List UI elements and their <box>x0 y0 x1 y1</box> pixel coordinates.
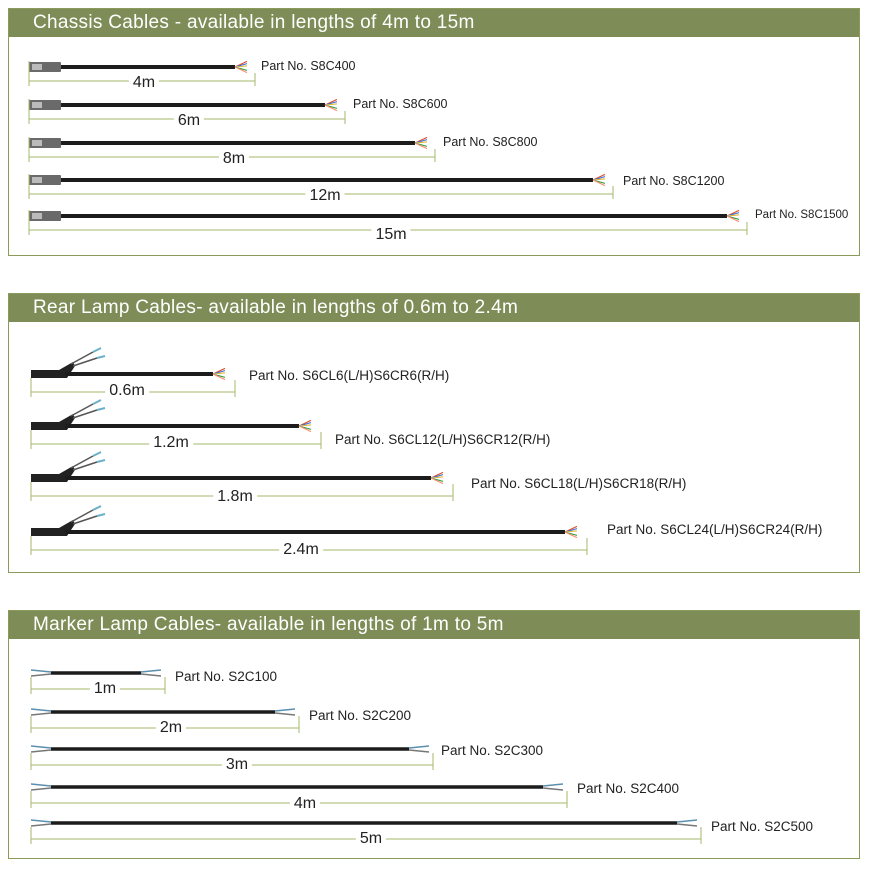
lamp-lead-tip <box>97 514 105 516</box>
part-number: Part No. S8C600 <box>353 97 448 111</box>
cable-length: 1.8m <box>213 488 257 506</box>
part-number: Part No. S6CL6(L/H)S6CR6(R/H) <box>249 368 450 383</box>
wire-end <box>31 709 51 711</box>
part-number: Part No. S6CL18(L/H)S6CR18(R/H) <box>471 476 687 491</box>
connector-detail <box>32 64 42 70</box>
cable-row <box>9 704 859 744</box>
lamp-lead-tip <box>97 356 105 358</box>
cable-row <box>9 398 859 454</box>
cable-length: 1.2m <box>149 434 193 452</box>
lamp-lead <box>71 404 93 416</box>
cable-length: 15m <box>371 226 410 244</box>
wire-end <box>31 713 51 715</box>
connector-detail <box>32 177 42 183</box>
part-number: Part No. S2C200 <box>309 708 412 723</box>
cable-length: 8m <box>219 150 249 168</box>
lamp-lead-tip <box>97 460 105 462</box>
wire-end <box>275 713 295 715</box>
part-number: Part No. S6CL12(L/H)S6CR12(R/H) <box>335 432 551 447</box>
lamp-lead <box>73 462 97 470</box>
rear-lamp-cables-header: Rear Lamp Cables- available in lengths of 0.6m to 2.4m <box>9 294 859 322</box>
lamp-lead-tip <box>93 400 101 404</box>
wire-end <box>275 709 295 711</box>
cable-length: 12m <box>305 187 344 205</box>
connector-detail <box>32 140 42 146</box>
connector-detail <box>32 102 42 108</box>
cable-row <box>9 170 859 210</box>
cable-length: 1m <box>90 680 120 698</box>
wire-end <box>31 824 51 826</box>
cable-diagram <box>9 450 869 510</box>
part-number: Part No. S8C800 <box>443 135 538 149</box>
lamp-lead <box>73 516 97 524</box>
cable-row <box>9 815 859 855</box>
cable-length: 2m <box>156 719 186 737</box>
part-number: Part No. S8C1500 <box>755 209 849 221</box>
wire-end <box>31 820 51 822</box>
wire-end <box>409 750 429 752</box>
lamp-lead-tip <box>93 506 101 510</box>
cable-row <box>9 779 859 819</box>
cable-length: 4m <box>290 795 320 813</box>
wire-end <box>141 674 161 676</box>
lamp-lead <box>71 510 93 522</box>
wire-end <box>31 784 51 786</box>
wire-end <box>31 750 51 752</box>
wire-end <box>31 670 51 672</box>
lamp-lead-tip <box>93 452 101 456</box>
chassis-cables-section <box>8 8 860 256</box>
wire-end <box>543 784 563 786</box>
wire-end <box>543 788 563 790</box>
part-number: Part No. S2C100 <box>175 669 278 684</box>
wire-end <box>677 824 697 826</box>
cable-length: 4m <box>129 74 159 92</box>
part-number: Part No. S8C1200 <box>623 174 725 188</box>
cable-row <box>9 665 859 705</box>
part-number: Part No. S2C500 <box>711 819 814 834</box>
lamp-lead <box>71 456 93 468</box>
lamp-lead <box>71 352 93 364</box>
wire-end <box>409 746 429 748</box>
wire-end <box>31 674 51 676</box>
cable-length: 5m <box>356 830 386 848</box>
wire-end <box>677 820 697 822</box>
cable-length: 6m <box>174 112 204 130</box>
wire-end <box>31 746 51 748</box>
cable-length: 0.6m <box>105 382 149 400</box>
cable-row <box>9 206 859 246</box>
connector-detail <box>32 213 42 219</box>
cable-length: 3m <box>222 756 252 774</box>
cable-row <box>9 504 859 560</box>
cable-row <box>9 133 859 173</box>
cable-row <box>9 57 859 97</box>
lamp-lead-tip <box>97 408 105 410</box>
wire-end <box>141 670 161 672</box>
cable-length: 2.4m <box>279 541 323 559</box>
cable-row <box>9 450 859 506</box>
lamp-lead-tip <box>93 348 101 352</box>
chassis-cables-header: Chassis Cables - available in lengths of 4m to 15m <box>9 9 859 37</box>
cable-diagram <box>9 206 869 266</box>
cable-row <box>9 741 859 781</box>
part-number: Part No. S6CL24(L/H)S6CR24(R/H) <box>607 522 823 537</box>
wire-end <box>31 788 51 790</box>
rear-lamp-cables-section <box>8 293 860 573</box>
lamp-lead <box>73 410 97 418</box>
part-number: Part No. S2C400 <box>577 781 680 796</box>
lamp-lead <box>73 358 97 366</box>
part-number: Part No. S2C300 <box>441 743 544 758</box>
cable-diagram <box>9 398 869 458</box>
cable-row <box>9 346 859 402</box>
marker-lamp-cables-header: Marker Lamp Cables- available in lengths of 1m to 5m <box>9 611 859 639</box>
marker-lamp-cables-section <box>8 610 860 859</box>
part-number: Part No. S8C400 <box>261 59 356 73</box>
cable-row <box>9 95 859 135</box>
